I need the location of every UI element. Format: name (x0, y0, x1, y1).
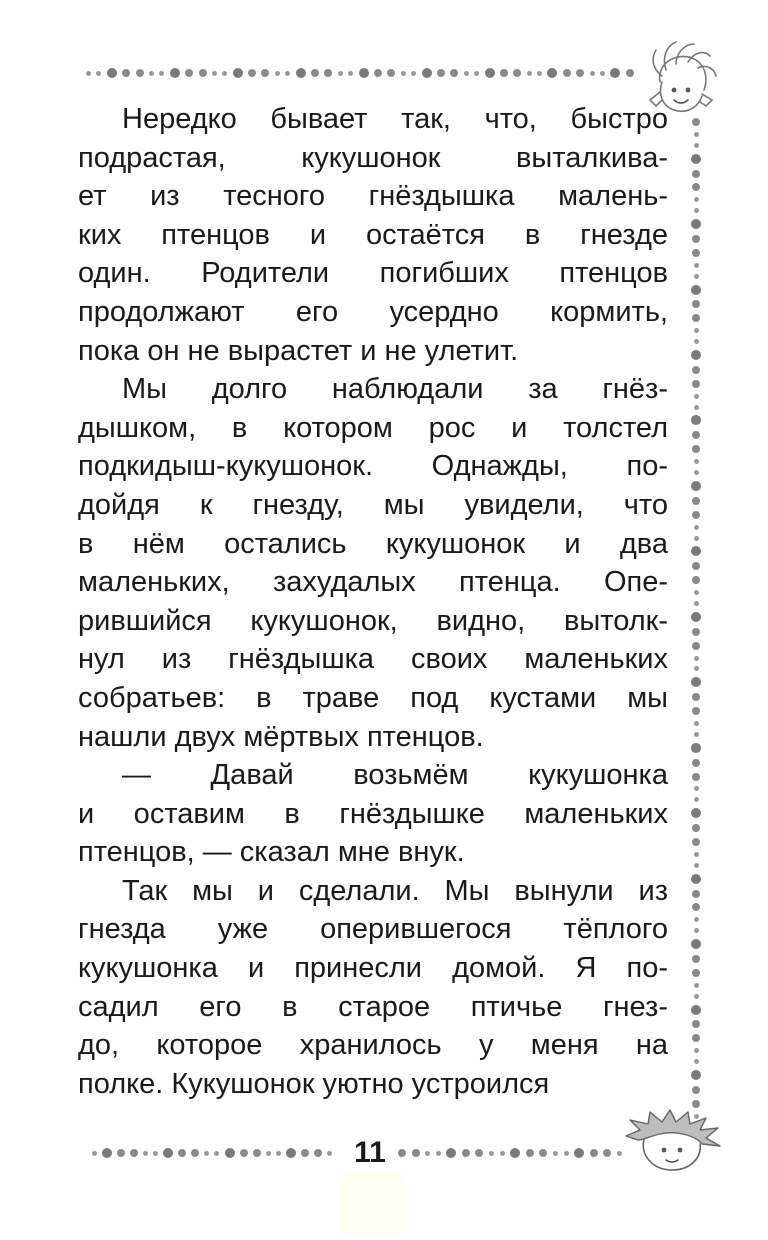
border-dot (225, 1148, 235, 1158)
border-dot (694, 863, 699, 868)
border-dot (539, 1149, 547, 1157)
border-dot (694, 917, 699, 922)
border-dot (474, 71, 479, 76)
border-dot (691, 1070, 701, 1080)
border-dot (276, 1151, 281, 1156)
border-dot (694, 132, 699, 137)
border-dot (694, 1048, 699, 1053)
border-dot (692, 380, 700, 388)
border-dot (212, 71, 217, 76)
border-dot (513, 69, 521, 77)
border-dot (253, 1149, 261, 1157)
border-dot (692, 445, 700, 453)
border-dot (694, 405, 699, 410)
border-dot (464, 71, 469, 76)
border-dot (553, 1151, 558, 1156)
border-dot (500, 69, 508, 77)
border-dot (500, 1151, 505, 1156)
border-dot (510, 1148, 520, 1158)
border-dot (590, 1149, 598, 1157)
border-dot (422, 68, 432, 78)
border-dot (143, 1151, 148, 1156)
border-dot (692, 497, 700, 505)
border-dot (694, 983, 699, 988)
border-dot (96, 71, 101, 76)
border-dot (691, 415, 701, 425)
page-number: 11 (354, 1136, 386, 1169)
top-dotted-border (86, 66, 634, 80)
text-line: птенцов, — сказал мне внук. (78, 836, 465, 869)
border-dot (691, 1005, 701, 1015)
border-dot (327, 1151, 332, 1156)
border-dot (626, 69, 634, 77)
story-text (78, 100, 668, 1103)
border-dot (574, 1148, 584, 1158)
border-dot (311, 69, 319, 77)
border-dot (324, 69, 332, 77)
text-line: подрастая, кукушонок выталкива- (78, 141, 668, 174)
border-dot (691, 677, 701, 687)
text-line: пока он не вырастет и не улетит. (78, 334, 519, 367)
page-number-shading (340, 1172, 402, 1234)
text-line: один. Родители погибших птенцов (78, 257, 668, 290)
bottom-left-dotted-border (92, 1146, 332, 1160)
border-dot (92, 1151, 97, 1156)
border-dot (233, 68, 243, 78)
text-line: нул из гнёздышка своих маленьких (78, 643, 668, 676)
border-dot (694, 470, 699, 475)
border-dot (489, 1151, 494, 1156)
text-line: полке. Кукушонок уютно устроился (78, 1067, 550, 1100)
border-dot (199, 69, 207, 77)
text-line: в нём остались кукушонок и два (78, 527, 668, 560)
boy-face-icon (620, 1106, 730, 1176)
border-dot (694, 536, 699, 541)
border-dot (694, 721, 699, 726)
border-dot (692, 511, 700, 519)
text-line: кукушонка и принесли домой. Я по- (78, 952, 668, 985)
border-dot (411, 71, 416, 76)
border-dot (286, 1148, 296, 1158)
text-line: ет из тесного гнёздышка малень- (78, 180, 668, 213)
text-line: рившийся кукушонок, видно, вытолк- (78, 604, 668, 637)
border-dot (102, 1148, 112, 1158)
border-dot (159, 71, 164, 76)
border-dot (537, 71, 542, 76)
border-dot (691, 285, 701, 295)
border-dot (691, 743, 701, 753)
border-dot (694, 656, 699, 661)
border-dot (694, 328, 699, 333)
border-dot (563, 69, 571, 77)
text-line: ких птенцов и остаётся в гнезде (78, 218, 668, 251)
border-dot (527, 71, 532, 76)
border-dot (692, 366, 700, 374)
border-dot (692, 693, 700, 701)
border-dot (694, 590, 699, 595)
border-dot (338, 71, 343, 76)
bottom-right-dotted-border (398, 1146, 622, 1160)
border-dot (475, 1149, 483, 1157)
border-dot (401, 71, 406, 76)
border-dot (117, 1149, 125, 1157)
border-dot (694, 1059, 699, 1064)
border-dot (694, 786, 699, 791)
text-line: Мы долго наблюдали за гнёз- (122, 373, 668, 406)
border-dot (296, 68, 306, 78)
border-dot (248, 69, 256, 77)
border-dot (348, 71, 353, 76)
border-dot (691, 219, 701, 229)
border-dot (374, 69, 382, 77)
text-line: нашли двух мёртвых птенцов. (78, 720, 484, 753)
border-dot (691, 939, 701, 949)
text-line: гнезда уже оперившегося тёплого (78, 913, 668, 946)
border-dot (462, 1149, 470, 1157)
border-dot (692, 314, 700, 322)
border-dot (136, 69, 144, 77)
border-dot (692, 890, 700, 898)
border-dot (692, 235, 700, 243)
border-dot (153, 1151, 158, 1156)
border-dot (285, 71, 290, 76)
border-dot (412, 1149, 420, 1157)
border-dot (437, 69, 445, 77)
border-dot (275, 71, 280, 76)
border-dot (694, 666, 699, 671)
border-dot (694, 732, 699, 737)
border-dot (692, 642, 700, 650)
border-dot (694, 263, 699, 268)
border-dot (691, 808, 701, 818)
text-line: до, которое хранилось у меня на (78, 1029, 668, 1062)
border-dot (692, 955, 700, 963)
text-line: дышком, в котором рос и толстел (78, 411, 668, 444)
text-line: садил его в старое птичье гнез- (78, 990, 668, 1023)
border-dot (450, 69, 458, 77)
border-dot (314, 1149, 322, 1157)
border-dot (107, 68, 117, 78)
border-dot (261, 69, 269, 77)
border-dot (240, 1149, 248, 1157)
border-dot (692, 824, 700, 832)
border-dot (691, 350, 701, 360)
border-dot (214, 1151, 219, 1156)
text-line: и оставим в гнёздышке маленьких (78, 797, 668, 830)
text-line: собратьев: в траве под кустами мы (78, 681, 668, 714)
border-dot (170, 68, 180, 78)
border-dot (691, 481, 701, 491)
text-line: маленьких, захудалых птенца. Опе- (78, 566, 668, 599)
border-dot (694, 994, 699, 999)
border-dot (590, 71, 595, 76)
border-dot (692, 1034, 700, 1042)
border-dot (178, 1149, 186, 1157)
border-dot (526, 1149, 534, 1157)
border-dot (692, 170, 700, 178)
border-dot (610, 68, 620, 78)
text-line: подкидыш-кукушонок. Однажды, по- (78, 450, 668, 483)
border-dot (694, 459, 699, 464)
border-dot (694, 525, 699, 530)
border-dot (691, 154, 701, 164)
border-dot (692, 969, 700, 977)
border-dot (692, 431, 700, 439)
border-dot (692, 838, 700, 846)
border-dot (436, 1151, 441, 1156)
border-dot (692, 183, 700, 191)
border-dot (692, 628, 700, 636)
text-line: Так мы и сделали. Мы вынули из (122, 874, 668, 907)
border-dot (222, 71, 227, 76)
border-dot (547, 68, 557, 78)
border-dot (692, 249, 700, 257)
border-dot (149, 71, 154, 76)
border-dot (694, 197, 699, 202)
border-dot (692, 300, 700, 308)
border-dot (694, 339, 699, 344)
border-dot (694, 797, 699, 802)
border-dot (692, 118, 700, 126)
border-dot (122, 69, 130, 77)
border-dot (692, 1086, 700, 1094)
text-line: — Давай возьмём кукушонка (122, 759, 668, 792)
border-dot (425, 1151, 430, 1156)
border-dot (692, 759, 700, 767)
border-dot (600, 71, 605, 76)
border-dot (691, 612, 701, 622)
border-dot (564, 1151, 569, 1156)
border-dot (694, 143, 699, 148)
border-dot (359, 68, 369, 78)
border-dot (86, 71, 91, 76)
border-dot (692, 576, 700, 584)
border-dot (191, 1149, 199, 1157)
border-dot (692, 773, 700, 781)
text-line: Нередко бывает так, что, быстро (122, 103, 668, 135)
border-dot (398, 1149, 406, 1157)
border-dot (163, 1148, 173, 1158)
text-line: дойдя к гнезду, мы увидели, что (78, 488, 668, 521)
border-dot (185, 69, 193, 77)
border-dot (204, 1151, 209, 1156)
border-dot (694, 208, 699, 213)
border-dot (576, 69, 584, 77)
border-dot (694, 274, 699, 279)
border-dot (387, 69, 395, 77)
border-dot (694, 601, 699, 606)
border-dot (603, 1149, 611, 1157)
border-dot (485, 68, 495, 78)
border-dot (691, 874, 701, 884)
border-dot (692, 562, 700, 570)
border-dot (694, 852, 699, 857)
border-dot (692, 1020, 700, 1028)
border-dot (266, 1151, 271, 1156)
border-dot (694, 394, 699, 399)
border-dot (301, 1149, 309, 1157)
border-dot (691, 546, 701, 556)
text-line: продолжают его усердно кормить, (78, 295, 668, 328)
border-dot (692, 707, 700, 715)
border-dot (692, 903, 700, 911)
border-dot (446, 1148, 456, 1158)
border-dot (130, 1149, 138, 1157)
border-dot (694, 928, 699, 933)
right-dotted-border (689, 118, 703, 1130)
